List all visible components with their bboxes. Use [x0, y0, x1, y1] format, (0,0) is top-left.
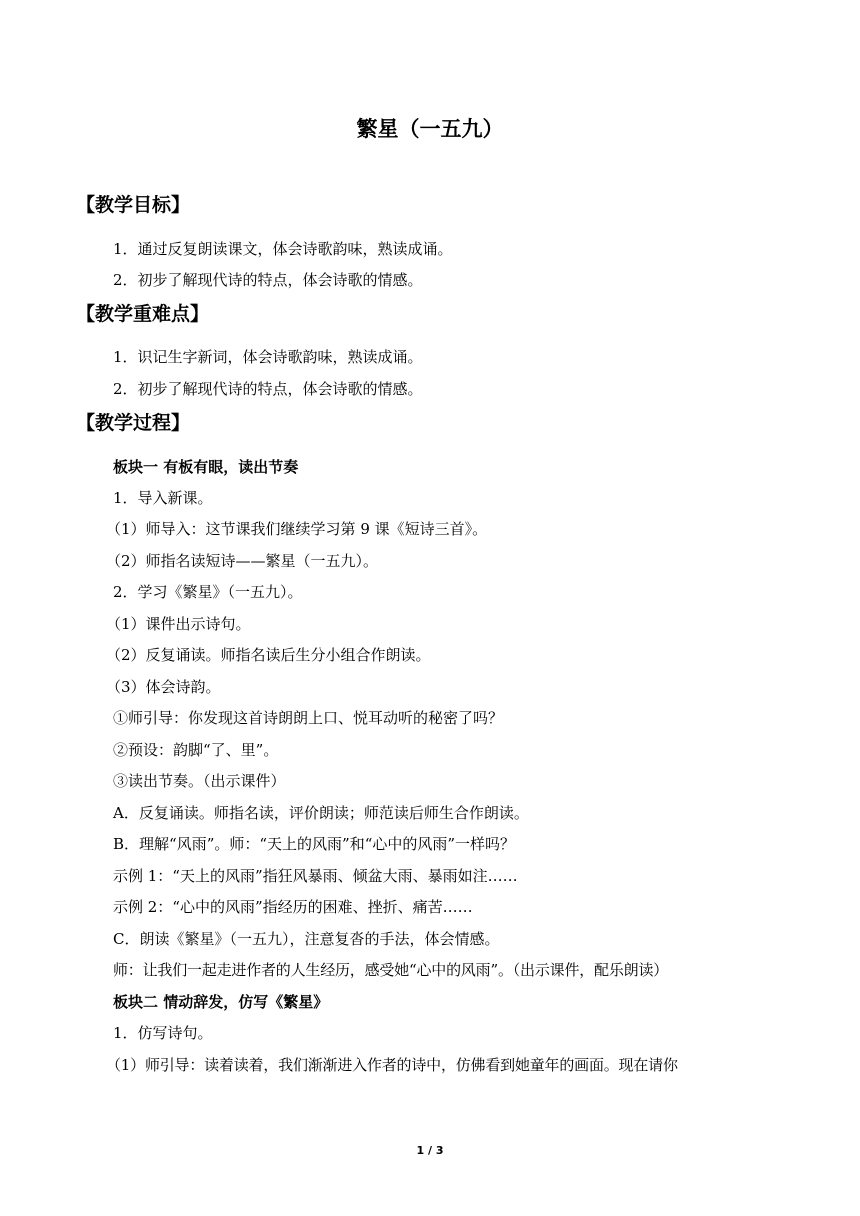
- page-number: 1 / 3: [416, 1144, 444, 1157]
- process-line: A．反复诵读。师指名读，评价朗读；师范读后师生合作朗读。: [113, 804, 529, 822]
- process-line: B．理解“风雨”。师：“天上的风雨”和“心中的风雨”一样吗？: [113, 835, 516, 853]
- process-line: 师：让我们一起走进作者的人生经历，感受她“心中的风雨”。（出示课件，配乐朗读）: [113, 961, 669, 979]
- process-line: ②预设：韵脚“了、里”。: [113, 741, 279, 759]
- key-point-item: 2．初步了解现代诗的特点，体会诗歌的情感。: [113, 380, 423, 398]
- process-line: （1）师导入：这节课我们继续学习第 9 课《短诗三首》。: [106, 520, 488, 538]
- block-heading-one: 板块一 有板有眼，读出节奏: [113, 458, 299, 476]
- process-line: （1）课件出示诗句。: [106, 615, 251, 633]
- process-line: ③读出节奏。（出示课件）: [113, 772, 286, 790]
- process-line: （3）体会诗韵。: [106, 678, 221, 696]
- block-heading-two: 板块二 情动辞发，仿写《繁星》: [113, 993, 329, 1011]
- section-heading-key-points: 【教学重难点】: [76, 303, 210, 325]
- objective-item: 1．通过反复朗读课文，体会诗歌韵味，熟读成诵。: [113, 240, 453, 258]
- process-line: 1．导入新课。: [113, 489, 213, 507]
- process-line: 示例 1：“天上的风雨”指狂风暴雨、倾盆大雨、暴雨如注……: [113, 867, 518, 885]
- document-title: 繁星（一五九）: [356, 117, 504, 141]
- process-line: 1．仿写诗句。: [113, 1024, 213, 1042]
- process-line: 2．学习《繁星》（一五九）。: [113, 583, 303, 601]
- key-point-item: 1．识记生字新词，体会诗歌韵味，熟读成诵。: [113, 348, 423, 366]
- process-line: （1）师引导：读着读着，我们渐渐进入作者的诗中，仿佛看到她童年的画面。现在请你: [106, 1056, 678, 1074]
- section-heading-process: 【教学过程】: [76, 412, 191, 434]
- process-line: C．朗读《繁星》（一五九），注意复沓的手法，体会情感。: [113, 930, 500, 948]
- objective-item: 2．初步了解现代诗的特点，体会诗歌的情感。: [113, 271, 423, 289]
- process-line: （2）师指名读短诗——繁星（一五九）。: [106, 552, 379, 570]
- section-heading-objectives: 【教学目标】: [76, 194, 191, 216]
- process-line: ①师引导：你发现这首诗朗朗上口、悦耳动听的秘密了吗？: [113, 709, 504, 727]
- process-line: （2）反复诵读。师指名读后生分小组合作朗读。: [106, 646, 431, 664]
- process-line: 示例 2：“心中的风雨”指经历的困难、挫折、痛苦……: [113, 898, 473, 916]
